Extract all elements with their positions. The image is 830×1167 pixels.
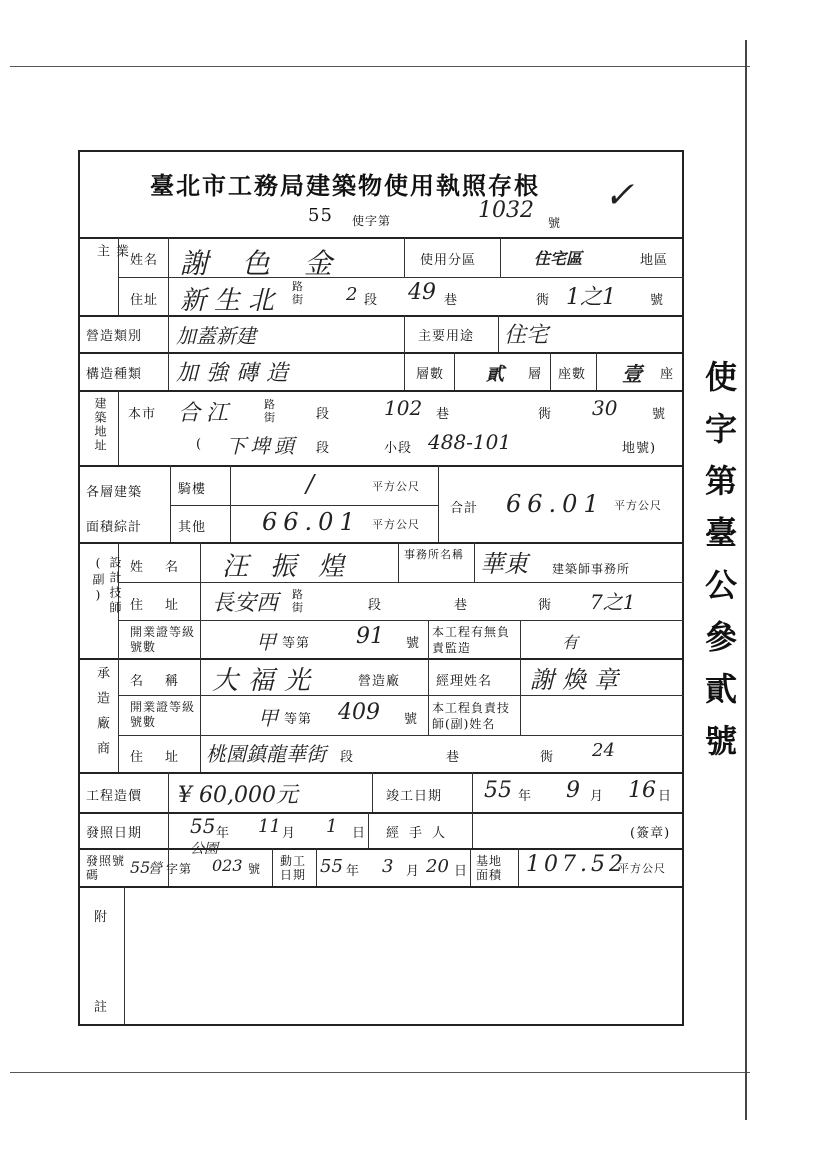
cost-value: ¥ 60,000元 (178, 783, 298, 808)
cost-label: 工程造價 (86, 789, 143, 804)
main-use-value: 住宅 (504, 323, 549, 348)
col-arch-c (398, 542, 399, 582)
architect-name-label: 姓名 (130, 560, 201, 575)
col-cost-b (372, 772, 373, 812)
site-house-label: 號 (652, 407, 667, 422)
permit-label: 發照號碼 (86, 854, 126, 882)
col-issue-a (368, 812, 369, 848)
complete-day-unit: 日 (658, 789, 673, 804)
col-floor-d (550, 352, 551, 390)
start-year-unit: 年 (346, 864, 361, 879)
issue-year-unit: 年 (216, 826, 231, 841)
manager-label: 經理姓名 (436, 674, 493, 689)
floors-label: 層數 (416, 367, 445, 382)
owner-road: 新生北 (180, 286, 283, 316)
area-label-top: 各層建築 (86, 485, 143, 500)
col-row3-a (168, 315, 169, 390)
contractor-alley-label: 衖 (540, 750, 555, 765)
site-road-suffix: 路 街 (264, 398, 276, 424)
owner-section-label: 業主 (94, 244, 128, 283)
contractor-section-unit: 段 (340, 750, 355, 765)
owner-section-no: 2 (346, 284, 358, 305)
architect-name-value: 汪振煌 (222, 552, 367, 582)
col-con-a (428, 658, 429, 735)
contractor-license-mid: 等第 (284, 712, 313, 727)
owner-name-value: 謝色金 (180, 247, 367, 280)
complete-label: 竣工日期 (386, 789, 443, 804)
site-label: 建築地址 (93, 397, 107, 453)
owner-road-suffix: 路 街 (292, 280, 304, 306)
construction-type-value: 加蓋新建 (176, 324, 256, 348)
title-checkmark: ✓ (604, 175, 635, 216)
frame-right (682, 150, 684, 1026)
row-line-6 (78, 542, 684, 544)
architect-section-label: 設計技師(副) (91, 556, 122, 616)
floors-unit: 層 (528, 367, 543, 382)
structure-value: 加強磚造 (176, 361, 297, 386)
row-line-arch-1 (118, 582, 684, 583)
issue-day-unit: 日 (352, 826, 367, 841)
owner-alley-label: 衖 (536, 293, 551, 308)
scan-line-bottom (10, 1072, 750, 1073)
contractor-license-grade: 甲 (258, 706, 278, 730)
contractor-name-label: 名稱 (130, 674, 201, 689)
land-label: 基地面積 (476, 854, 503, 882)
area-label-bottom: 面積綜計 (86, 520, 143, 535)
col-permit-a (272, 848, 273, 886)
col-permit-b (316, 848, 317, 886)
row-line-con-1 (118, 695, 684, 696)
col-floor-e (596, 352, 597, 390)
row-line-arch-2 (118, 620, 684, 621)
row-line-con-2 (118, 735, 684, 736)
contractor-license-end: 號 (404, 712, 419, 727)
main-use-label: 主要用途 (418, 329, 475, 344)
complete-year: 55 (484, 778, 512, 803)
row-line-4 (78, 390, 684, 392)
remarks-label-top: 附 (94, 910, 109, 925)
architect-lane-label: 巷 (454, 598, 469, 613)
owner-house-label: 號 (650, 293, 665, 308)
arcade-label: 騎樓 (178, 482, 207, 497)
site-lane-label: 巷 (436, 407, 451, 422)
complete-day: 16 (628, 778, 656, 803)
col-arch-e (428, 620, 429, 658)
total-unit: 平方公尺 (614, 499, 662, 512)
col-area-c (438, 465, 439, 542)
contractor-name-value: 大福光 (212, 666, 321, 696)
row-line-area-mid (170, 505, 438, 506)
contractor-address-value: 桃園鎮龍華街 (206, 742, 326, 766)
land-unit: 平方公尺 (618, 862, 666, 875)
col-arch-d (474, 542, 475, 582)
land-value: 107.52 (526, 852, 627, 877)
arcade-unit: 平方公尺 (372, 480, 420, 493)
supervise-value: 有 (562, 633, 579, 652)
architect-license-mid: 等第 (282, 636, 311, 651)
col-arch-b (200, 542, 201, 772)
complete-month: 9 (566, 778, 580, 803)
site-house-no: 30 (592, 396, 618, 420)
start-label: 動工日期 (280, 854, 307, 882)
contractor-license-label: 開業證等級號數 (130, 700, 196, 729)
architect-license-label: 開業證等級號數 (130, 625, 196, 654)
permit-number-end: 號 (248, 862, 262, 876)
site-city: 本市 (128, 407, 157, 422)
zone-label: 使用分區 (420, 253, 477, 268)
site-section-label: 段 (316, 407, 331, 422)
total-value: 66.01 (506, 490, 605, 518)
architect-road-suffix: 路 街 (292, 588, 304, 614)
arcade-value: / (306, 470, 315, 498)
permit-mid: 字第 (166, 862, 193, 876)
office-suffix: 建築師事務所 (552, 562, 631, 576)
contractor-address-label: 住址 (130, 750, 201, 765)
permit-use-label: 使字第 (352, 214, 392, 228)
architect-address-value: 長安西 (212, 591, 279, 616)
architect-license-end: 號 (406, 636, 421, 651)
remarks-label-bottom: 註 (94, 1000, 109, 1015)
start-year: 55 (320, 856, 343, 877)
seal-label: (簽章) (630, 826, 671, 841)
row-line-11 (78, 886, 684, 888)
other-unit: 平方公尺 (372, 518, 420, 531)
margin-neighbor-text: 使字第臺公參貳號 (700, 360, 738, 776)
col-owner-namebox (168, 237, 169, 315)
permit-year: 55 (130, 858, 151, 877)
architect-license-no: 91 (356, 624, 384, 649)
other-label: 其他 (178, 520, 207, 535)
owner-address-label: 住址 (130, 293, 159, 308)
owner-section-unit: 段 (364, 293, 379, 308)
issue-day: 1 (326, 816, 338, 837)
col-area-a (170, 465, 171, 542)
issue-label: 發照日期 (86, 826, 143, 841)
permit-year-no: 55 (308, 205, 333, 226)
col-cost-c (472, 772, 473, 812)
site-alley-label: 衖 (538, 407, 553, 422)
site-open-paren: ( (196, 437, 203, 452)
frame-bottom (78, 1024, 684, 1026)
issue-month: 11 (258, 816, 281, 837)
permit-prefix: 營 (148, 861, 162, 877)
architect-address-label: 住址 (130, 598, 201, 613)
site-subsection: 下埤頭 (226, 434, 298, 458)
permit-serial: 1032 (478, 198, 534, 223)
scan-edge-right (745, 40, 747, 1120)
contractor-factory-label: 營造廠 (358, 674, 401, 689)
permit-number: 023 (212, 856, 243, 875)
scan-line-top (10, 66, 750, 67)
contractor-house-no: 24 (592, 740, 615, 761)
permit-number-label: 號 (548, 216, 562, 230)
col-remarks (124, 886, 125, 1024)
issue-month-unit: 月 (282, 826, 297, 841)
site-small-section-label: 小段 (384, 441, 413, 456)
handler-label: 經手人 (386, 826, 456, 841)
col-floor-c (454, 352, 455, 390)
seats-unit: 座 (660, 367, 675, 382)
col-area-b (230, 465, 231, 542)
col-con-b (520, 658, 521, 735)
other-value: 66.01 (262, 508, 361, 536)
col-issue-b (472, 812, 473, 848)
site-subsection-label: 段 (316, 441, 331, 456)
col-row3-b (404, 315, 405, 390)
site-lane-no: 102 (384, 396, 423, 420)
office-value: 華東 (480, 550, 528, 578)
zone-value: 住宅區 (534, 249, 583, 268)
complete-year-unit: 年 (518, 789, 533, 804)
contractor-license-no: 409 (338, 700, 380, 725)
architect-license-grade: 甲 (256, 630, 276, 654)
construction-type-label: 營造類別 (86, 329, 143, 344)
start-day-unit: 日 (454, 864, 469, 879)
col-owner-zone (404, 237, 405, 277)
office-label: 事務所名稱 (404, 548, 464, 561)
owner-house-no: 1之1 (566, 285, 616, 310)
col-owner-zone2 (500, 237, 501, 277)
start-month: 3 (382, 856, 394, 877)
start-month-unit: 月 (406, 864, 421, 879)
site-lot-no: 488-101 (428, 430, 512, 454)
site-lot-label: 地號) (622, 441, 657, 456)
permit-stamp: 公園 (190, 841, 218, 857)
issue-year: 55 (190, 814, 216, 838)
start-day: 20 (426, 856, 449, 877)
owner-lane-no: 49 (408, 280, 436, 305)
col-permit-d (518, 848, 519, 886)
total-label: 合計 (450, 501, 479, 516)
contractor-section-label: 承造廠商 (94, 666, 109, 766)
document-title: 臺北市工務局建築物使用執照存根 (150, 171, 540, 200)
owner-name-label: 姓名 (130, 253, 159, 268)
seats-value: 壹 (622, 362, 642, 386)
frame-top (78, 150, 684, 152)
col-site (118, 390, 119, 465)
structure-label: 構造種類 (86, 367, 143, 382)
architect-section-unit: 段 (368, 598, 383, 613)
architect-alley-label: 衖 (538, 598, 553, 613)
architect-house-no: 7之1 (590, 590, 636, 614)
col-permit-c (470, 848, 471, 886)
floors-value: 貳 (486, 364, 504, 385)
district-label: 地區 (640, 253, 669, 268)
col-row3-c (498, 315, 499, 352)
row-line-5 (78, 465, 684, 467)
complete-month-unit: 月 (590, 789, 605, 804)
frame-left (78, 150, 80, 1026)
tech-label: 本工程負責技師(副)姓名 (432, 701, 511, 731)
contractor-lane-label: 巷 (446, 750, 461, 765)
owner-lane-label: 巷 (444, 293, 459, 308)
supervise-label: 本工程有無負責監造 (432, 625, 511, 655)
manager-value: 謝煥章 (530, 666, 626, 694)
seats-label: 座數 (558, 367, 587, 382)
site-road: 合江 (178, 401, 235, 426)
